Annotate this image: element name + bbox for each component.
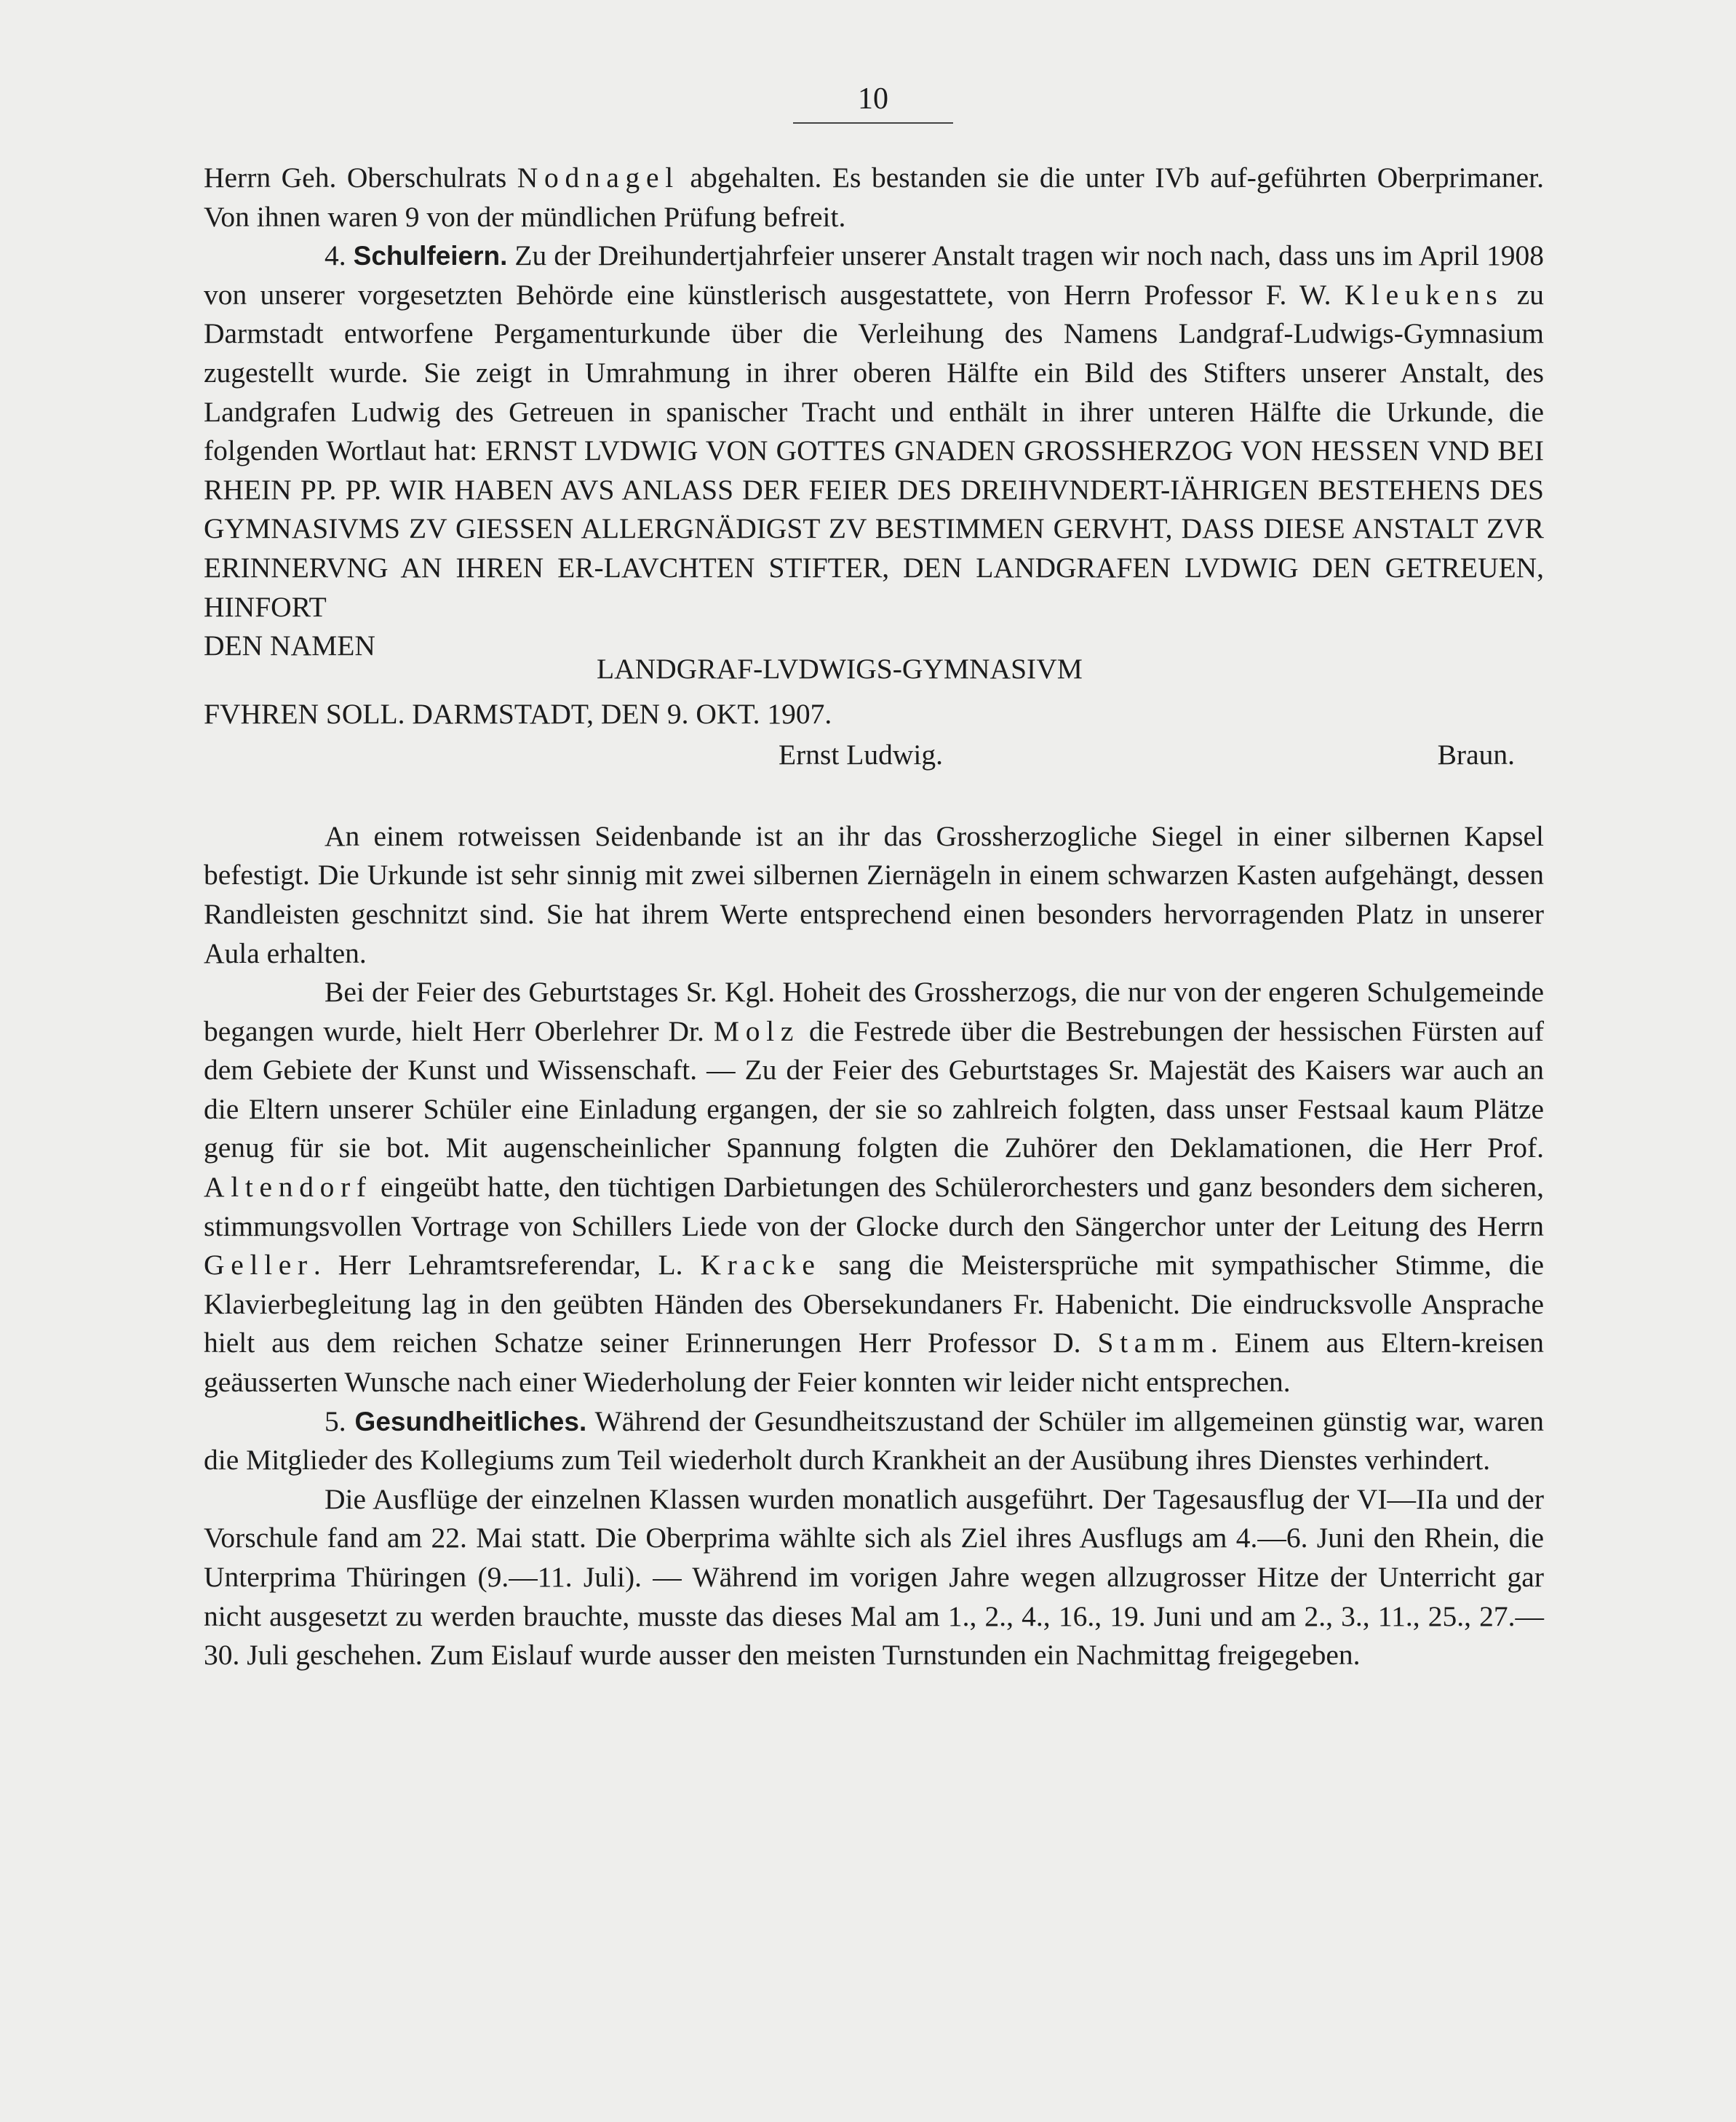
text-run: die Festrede über die Bestrebungen der hessischen Fürsten auf dem Gebiete der Kunst und Wissenschaft. — Zu der Feier des Geburtstages Sr. Majestät des Kaisers war auch an die Eltern unserer Schüler eine Einladung ergangen, der sie so zahlreich folgten, dass unser Festsaal kaum Plätze genug für sie bot. Mit augenscheinlicher Spannung folgten die Zuhörer den Deklamationen, die Herr Prof. [204, 1014, 1545, 1164]
section-heading: Schulfeiern. [353, 241, 508, 271]
text-run: Zu der Dreihundertjahrfeier unserer Anstalt tragen wir noch nach, dass uns im April 1908 von unserer vorgesetzten Behörde eine künstlerisch ausgestattete, von Herrn Professor F. W. [204, 239, 1544, 311]
signature-braun: Braun. [1437, 738, 1515, 771]
page-number: 10 [858, 82, 888, 116]
charter-name-row [204, 627, 1544, 691]
spaced-name: Kleukens [1344, 278, 1504, 311]
signature-ernst-ludwig: Ernst Ludwig. [779, 738, 944, 771]
charter-date-line: FVHREN SOLL. DARMSTADT, DEN 9. OKT. 1907. [204, 698, 832, 731]
text-run: . Herr Lehramtsreferendar, L. [313, 1249, 701, 1281]
text-run: zu Darmstadt entworfene Pergamenturkunde über die Verleihung des Namens Landgraf-Ludwigs-Gymnasium zugestellt wurde. Sie zeigt in Umrahmung in ihrer oberen Hälfte ein Bild des Stifters unserer Anstalt, des Landgrafen Ludwig des Getreuen in spanischer Tracht und enthält in ihrer unteren Hälfte die Urkunde, die folgenden Wortlaut hat: ERNST LVDWIG VON GOTTES GNADEN GROSSHERZOG VON HESSEN VND BEI RHEIN PP. PP. WIR HABEN AVS ANLASS DER FEIER DES DREIHVNDERT-IÄHRIGEN BESTEHENS DES GYMNASIVMS ZV GIESSEN ALLERGNÄDIGST ZV BESTIMMEN GERVHT, DASS DIESE ANSTALT ZVR ERINNERVNG AN IHREN ER-LAVCHTEN STIFTER, DEN LANDGRAFEN LVDWIG DEN GETREUEN, HINFORT [204, 278, 1544, 623]
section-heading: Gesundheitliches. [354, 1406, 587, 1436]
text-run: Während der Gesundheitszustand der Schüler im allgemeinen günstig war, waren die Mitglieder des Kollegiums zum Teil wiederholt durch Krankheit an der Ausübung ihres Dienstes verhindert. [204, 1404, 1544, 1477]
charter-den-namen: DEN NAMEN [204, 629, 375, 662]
charter-signatures [204, 734, 1544, 817]
paragraph-birthday-celebrations [204, 973, 1544, 1402]
section-number: 5. [324, 1404, 355, 1437]
text-run: Herrn Geh. Oberschulrats [204, 162, 517, 194]
section-number: 4. [324, 239, 354, 272]
spaced-name: Altendorf [204, 1171, 373, 1204]
paragraph-examination [204, 159, 1544, 237]
paragraph-gesundheitliches [204, 1402, 1544, 1480]
paragraph-excursions: Die Ausflüge der einzelnen Klassen wurden monatlich ausgeführt. Der Tagesausflug der VI—IIa und der Vorschule fand am 22. Mai statt. Die Oberprima wählte sich als Ziel ihres Ausflugs am 4.—6. Juni den Rhein, die Unterprima Thüringen (9.—11. Juli). — Während im vorigen Jahre wegen allzugrosser Hitze der Unterricht gar nicht ausgesetzt zu werden brauchte, musste das dieses Mal am 1., 2., 4., 16., 19. Juni und am 2., 3., 11., 25., 27.—30. Juli geschehen. Zum Eislauf wurde ausser den meisten Turnstunden ein Nachmittag freigegeben. [204, 1482, 1544, 1672]
text-run: abgehalten. Es bestanden sie die unter IVb auf-geführten Oberprimaner. Von ihnen waren 9 von der mündlichen Prüfung befreit. [204, 162, 1545, 233]
text-run: sang die Meistersprüche mit sympathischer Stimme, die Klavierbegleitung lag in den geübten Händen des Obersekundaners Fr. Habenicht. Die eindrucksvolle Ansprache hielt aus dem reichen Schatze seiner Erinnerungen Herr Professor D. [204, 1249, 1545, 1359]
text-run: eingeübt hatte, den tüchtigen Darbietungen des Schülerorchesters und ganz besonders dem sicheren, stimmungsvollen Vortrage von Schillers Liede von der Glocke durch den Sängerchor unter der Leitung des Herrn [204, 1171, 1544, 1242]
text-run: . Einem aus Eltern-kreisen geäusserten Wunsche nach einer Wiederholung der Feier konnten wir leider nicht entsprechen. [204, 1327, 1544, 1399]
spaced-name: Molz [713, 1014, 800, 1047]
paragraph-seal: An einem rotweissen Seidenbande ist an ihr das Grossherzogliche Siegel in einer silbernen Kapsel befestigt. Die Urkunde ist sehr sinnig mit zwei silbernen Ziernägeln in einem schwarzen Kasten aufgehängt, dessen Randleisten geschnitzt sind. Sie hat ihrem Werte entsprechend einen besonders hervorragenden Platz in unserer Aula erhalten. [204, 819, 1544, 969]
spaced-name: Stamm [1097, 1327, 1211, 1359]
body-text [204, 159, 1544, 1675]
spaced-name: Nodnagel [517, 162, 680, 194]
charter-school-name: LANDGRAF-LVDWIGS-GYMNASIVM [597, 653, 1083, 686]
paragraph-schulfeiern [204, 237, 1544, 627]
page-number-rule [793, 122, 953, 124]
spaced-name: Kracke [700, 1249, 821, 1281]
spaced-name: Geller [204, 1249, 314, 1281]
text-run: Bei der Feier des Geburtstages Sr. Kgl. Hoheit des Grossherzogs, die nur von der engeren Schulgemeinde begangen wurde, hielt Herr Oberlehrer Dr. [204, 976, 1544, 1047]
